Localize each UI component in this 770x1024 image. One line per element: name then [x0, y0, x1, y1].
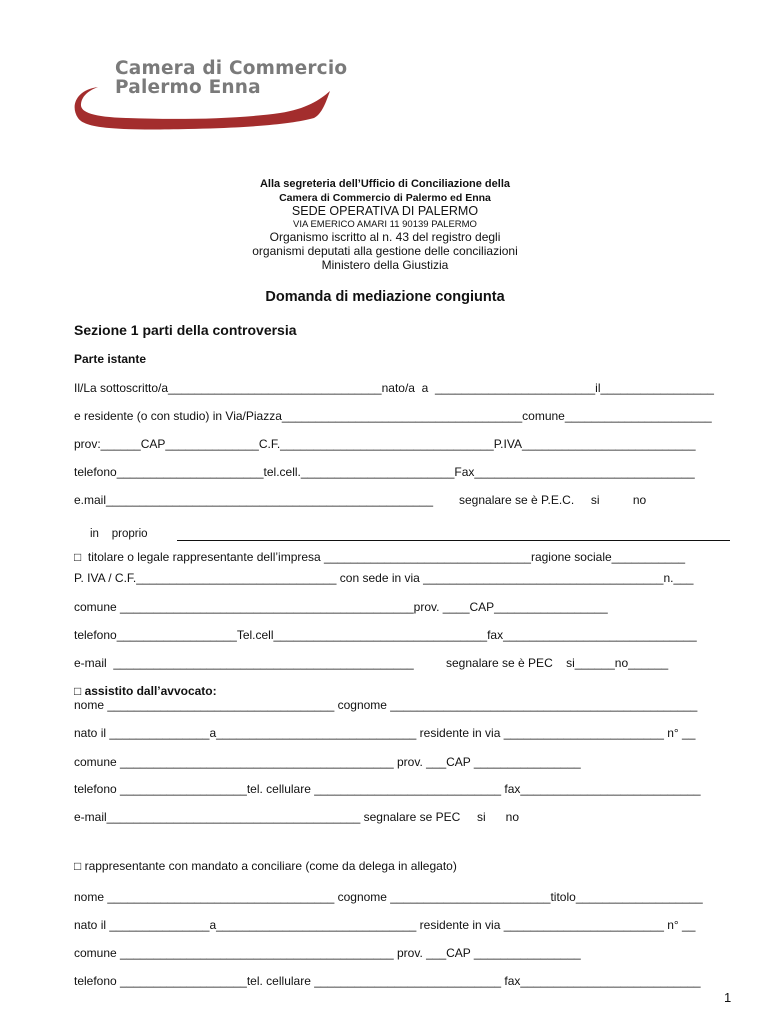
logo-line1: Camera di Commercio — [115, 58, 348, 79]
field-residenza[interactable]: e residente (o con studio) in Via/Piazza____________________________________comune______________________ — [74, 409, 712, 423]
section-title: Sezione 1 parti della controversia — [74, 322, 297, 338]
field-telefono[interactable]: telefono______________________tel.cell._______________________Fax_________________________________ — [74, 465, 695, 479]
field-avvocato-nascita[interactable]: nato il _______________a______________________________ residente in via ________________________ n° __ — [74, 726, 696, 740]
field-comune-impresa[interactable]: comune ____________________________________________prov. ____CAP_________________ — [74, 600, 608, 614]
header-address: VIA EMERICO AMARI 11 90139 PALERMO — [293, 219, 477, 230]
header-addressee: Alla segreteria dell’Ufficio di Conciliazione della — [259, 178, 510, 190]
logo-line2: Palermo Enna — [115, 77, 261, 98]
field-avvocato-email[interactable]: e-mail______________________________________ segnalare se PEC si no — [74, 810, 520, 824]
field-avvocato-nome[interactable]: nome __________________________________ cognome ______________________________________________ — [74, 698, 698, 712]
field-pec-impresa[interactable]: segnalare se è PEC si______no______ — [446, 656, 669, 670]
header-registry-1: Organismo iscritto al n. 43 del registro degli — [269, 230, 501, 244]
field-email-impresa[interactable]: e-mail _____________________________________________ — [74, 656, 414, 670]
in-proprio-line — [177, 540, 730, 541]
field-pec-choice[interactable]: segnalare se è P.E.C. si no — [459, 493, 647, 507]
option-rappresentante[interactable]: □ rappresentante con mandato a conciliare (come da delega in allegato) — [74, 859, 457, 873]
field-prov-cap-cf[interactable]: prov:______CAP______________C.F.________________________________P.IVA__________________________ — [74, 437, 696, 451]
option-titolare[interactable]: □ titolare o legale rappresentante dell’impresa _______________________________ragione sociale___________ — [74, 550, 686, 564]
field-email[interactable]: e.mail_________________________________________________ — [74, 493, 434, 507]
field-avvocato-telefono[interactable]: telefono ___________________tel. cellulare ____________________________ fax___________________________ — [74, 782, 701, 796]
field-telefono-impresa[interactable]: telefono__________________Tel.cell________________________________fax_____________________________ — [74, 628, 697, 642]
option-in-proprio[interactable]: in proprio — [90, 528, 148, 540]
option-assistito-avvocato[interactable]: □ assistito dall’avvocato: — [74, 684, 217, 698]
subsection-parte-istante: Parte istante — [74, 352, 147, 366]
field-piva-sede[interactable]: P. IVA / C.F.______________________________ con sede in via ____________________________________n.___ — [74, 571, 694, 585]
field-sottoscritto[interactable]: Il/La sottoscritto/a________________________________nato/a a ________________________il_________________ — [74, 381, 714, 395]
field-rappresentante-nome[interactable]: nome __________________________________ cognome ________________________titolo___________________ — [74, 890, 703, 904]
header-ministry: Ministero della Giustizia — [321, 258, 449, 272]
page-number: 1 — [724, 990, 732, 1005]
field-avvocato-comune[interactable]: comune _________________________________________ prov. ___CAP ________________ — [74, 755, 581, 769]
field-rappresentante-nascita[interactable]: nato il _______________a______________________________ residente in via ________________________ n° __ — [74, 918, 696, 932]
header-registry-2: organismi deputati alla gestione delle conciliazioni — [252, 244, 518, 258]
header-office: SEDE OPERATIVA DI PALERMO — [291, 204, 479, 218]
document-title: Domanda di mediazione congiunta — [265, 289, 505, 305]
field-rappresentante-telefono[interactable]: telefono ___________________tel. cellulare ____________________________ fax___________________________ — [74, 974, 701, 988]
field-rappresentante-comune[interactable]: comune _________________________________________ prov. ___CAP ________________ — [74, 946, 581, 960]
header-chamber: Camera di Commercio di Palermo ed Enna — [279, 192, 491, 204]
